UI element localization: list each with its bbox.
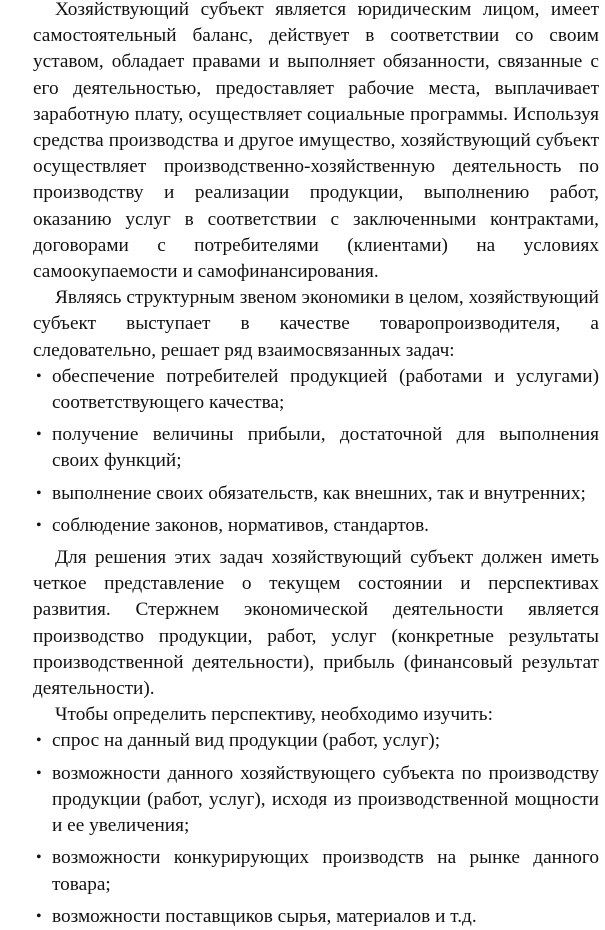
list-item-text: возможности поставщиков сырья, материалов и т.д.: [52, 905, 477, 927]
list-item: [33, 513, 599, 539]
bullet-icon: •: [36, 516, 42, 534]
list-item-text: выполнение своих обязательств, как внешних, так и внутренних;: [52, 482, 586, 504]
list-item: [33, 904, 599, 930]
list-item-text: спрос на данный вид продукции (работ, услуг);: [52, 730, 441, 752]
list-item: [33, 422, 599, 474]
list-item-text: получение величины прибыли, достаточной для выполнения своих функций;: [52, 424, 599, 472]
list-item: [33, 728, 599, 754]
tasks-list: [33, 364, 599, 539]
list-item-text: обеспечение потребителей продукцией (работами и услугами) соответствующего качества;: [52, 365, 599, 414]
bullet-icon: •: [36, 732, 42, 750]
paragraph-structural-link: Являясь структурным звеном экономики в целом, хозяйствующий субъект выступает в качестве товаропроизводителя, а следовательно, решает ряд взаимосвязанных задач:: [33, 287, 599, 361]
bullet-icon: •: [36, 484, 42, 502]
bullet-icon: •: [36, 426, 42, 444]
list-item-text: возможности конкурирующих производств на рынке данного товара;: [52, 847, 599, 895]
study-list: [33, 728, 599, 929]
bullet-icon: •: [36, 367, 42, 385]
list-item: [33, 364, 599, 416]
bullet-icon: •: [36, 849, 42, 867]
list-item-text: соблюдение законов, нормативов, стандартов.: [52, 514, 429, 536]
paragraph-legal-entity: Хозяйствующий субъект является юридическим лицом, имеет самостоятельный баланс, действует в соответствии со своим уставом, обладает правами и выполняет обязанности, связанные с его деятельностью, предоставляет рабочие места, выплачивает заработную плату, осуществляет социальные программы. Используя средства производства и другое имущество, хозяйствующий субъект осуществляет производственно-хозяйственную деятельность по производству и реализации продукции, выполнению работ, оказанию услуг в соответствии с заключенными контрактами, договорами с потребителями (клиентами) на условиях самоокупаемости и самофинансирования.: [33, 0, 599, 283]
list-item: [33, 481, 599, 507]
paragraph-tasks-solution: Для решения этих задач хозяйствующий субъект должен иметь четкое представление о текущем состоянии и перспективах развития. Стержнем экономической деятельности является производство продукции, работ, услуг (конкретные результаты производственной деятельности), прибыль (финансовый результат деятельности).: [33, 547, 599, 700]
paragraph-perspective: Чтобы определить перспективу, необходимо изучить:: [55, 704, 493, 726]
list-item: [33, 761, 599, 840]
bullet-icon: •: [36, 907, 42, 925]
list-item-text: возможности данного хозяйствующего субъекта по производству продукции (работ, услуг), исходя из производственной мощности и ее увеличения;: [52, 762, 599, 837]
document-body: [33, 0, 599, 930]
list-item: [33, 845, 599, 897]
bullet-icon: •: [36, 764, 42, 782]
